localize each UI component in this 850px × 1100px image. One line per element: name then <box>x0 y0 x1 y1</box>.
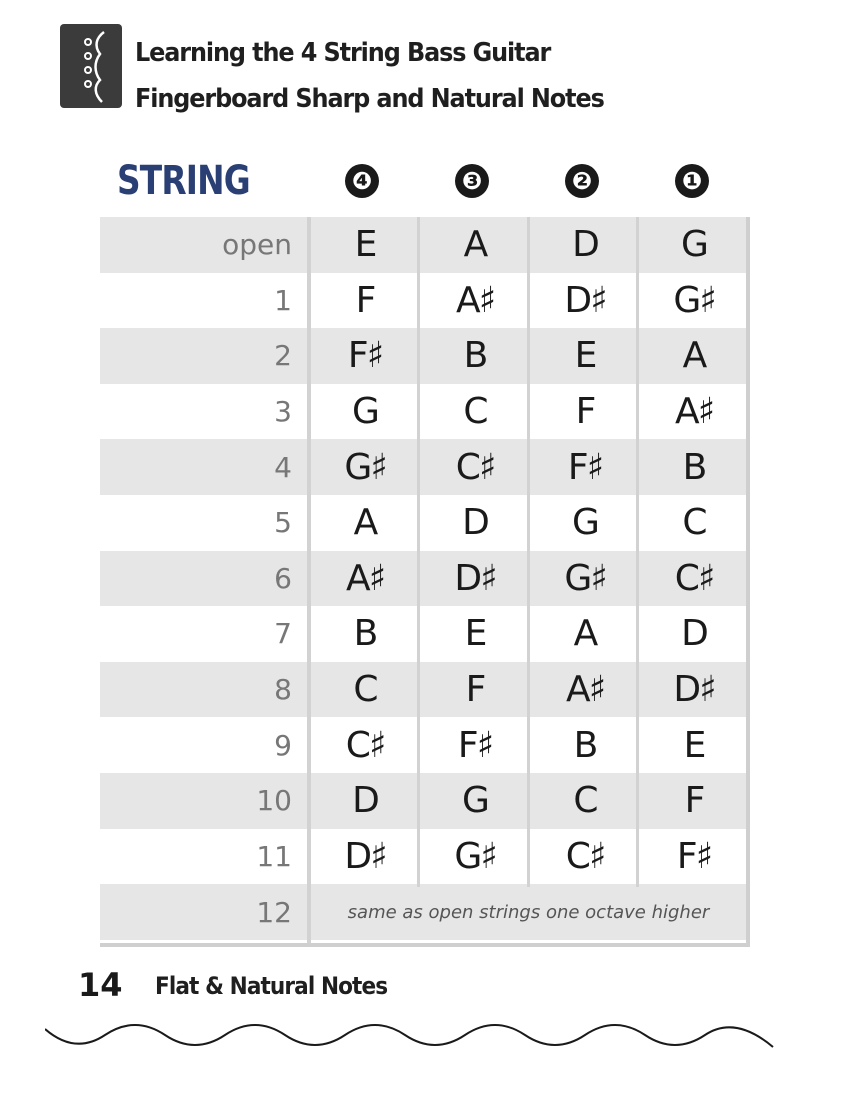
note-cell: D♯ <box>454 557 496 599</box>
note-cell: F♯ <box>457 724 493 766</box>
fret-label: 8 <box>274 673 292 707</box>
note-cell: G <box>681 224 707 266</box>
table-row <box>100 217 746 273</box>
note-cell: F <box>575 391 595 433</box>
note-cell: G♯ <box>564 557 606 599</box>
note-cell: A♯ <box>674 391 714 433</box>
string-header: STRING <box>117 158 250 204</box>
note-cell: B <box>682 446 706 488</box>
note-cell: A <box>463 224 487 266</box>
octave-note: same as open strings one octave higher <box>347 901 710 923</box>
note-cell: A <box>353 502 377 544</box>
note-cell: C♯ <box>345 724 385 766</box>
note-cell: D♯ <box>564 279 606 321</box>
column-divider <box>417 217 420 887</box>
note-cell: D <box>572 224 598 266</box>
fret-label: 5 <box>274 506 292 540</box>
page-title <box>135 30 604 122</box>
note-cell: E <box>574 335 596 377</box>
note-cell: A♯ <box>565 669 605 711</box>
table-row <box>100 328 746 384</box>
note-cell: C♯ <box>455 446 495 488</box>
note-cell: A♯ <box>455 279 495 321</box>
column-divider <box>307 217 311 943</box>
note-cell: D <box>462 502 488 544</box>
string-2-badge: ❷ <box>565 164 599 198</box>
column-divider <box>527 217 530 887</box>
fret-label: 12 <box>256 895 292 929</box>
note-cell: C♯ <box>674 557 714 599</box>
note-cell: C <box>463 391 487 433</box>
note-cell: B <box>353 613 377 655</box>
note-cell: C <box>682 502 706 544</box>
fret-label: 10 <box>256 784 292 818</box>
fret-label: 3 <box>274 395 292 429</box>
fret-label: 6 <box>274 561 292 595</box>
table-row <box>100 551 746 607</box>
note-cell: A <box>682 335 706 377</box>
note-cell: F♯ <box>676 835 712 877</box>
fret-label: 4 <box>274 450 292 484</box>
table-row <box>100 773 746 829</box>
note-cell: B <box>463 335 487 377</box>
note-cell: G♯ <box>344 446 386 488</box>
note-cell: F <box>355 279 375 321</box>
fret-label: open <box>222 228 292 262</box>
note-cell: G <box>572 502 598 544</box>
note-cell: D <box>352 780 378 822</box>
fret-label: 2 <box>274 339 292 373</box>
note-cell: F <box>465 669 485 711</box>
string-3-badge: ❸ <box>455 164 489 198</box>
page-number: 14 <box>78 966 123 1004</box>
table-row <box>100 884 746 940</box>
table-row <box>100 273 746 329</box>
note-cell: G♯ <box>454 835 496 877</box>
bass-headstock-icon <box>60 24 122 108</box>
note-cell: G♯ <box>673 279 715 321</box>
table-row <box>100 606 746 662</box>
title-line-1: Learning the 4 String Bass Guitar <box>135 38 551 68</box>
note-cell: F♯ <box>347 335 383 377</box>
fret-label: 1 <box>274 283 292 317</box>
note-cell: E <box>683 724 705 766</box>
note-cell: A <box>573 613 597 655</box>
note-cell: B <box>573 724 597 766</box>
string-4-badge: ❹ <box>345 164 379 198</box>
table-row <box>100 495 746 551</box>
note-cell: E <box>354 224 376 266</box>
note-cell: G <box>352 391 378 433</box>
string-1-badge: ❶ <box>675 164 709 198</box>
fret-label: 11 <box>256 839 292 873</box>
wave-divider <box>45 1015 775 1055</box>
note-cell: A♯ <box>345 557 385 599</box>
table-row <box>100 439 746 495</box>
note-cell: E <box>464 613 486 655</box>
fret-label: 9 <box>274 728 292 762</box>
note-cell: C♯ <box>565 835 605 877</box>
note-cell: C <box>353 669 377 711</box>
note-cell: F <box>684 780 704 822</box>
note-cell: D♯ <box>344 835 386 877</box>
note-cell: G <box>462 780 488 822</box>
table-row <box>100 717 746 773</box>
title-line-2: Fingerboard Sharp and Natural Notes <box>135 84 604 114</box>
note-cell: D♯ <box>673 669 715 711</box>
column-divider <box>636 217 639 887</box>
table-row <box>100 384 746 440</box>
fret-label: 7 <box>274 617 292 651</box>
section-title: Flat & Natural Notes <box>155 972 388 1000</box>
table-row <box>100 829 746 885</box>
note-cell: F♯ <box>567 446 603 488</box>
note-cell: D <box>681 613 707 655</box>
note-cell: C <box>573 780 597 822</box>
table-row <box>100 662 746 718</box>
